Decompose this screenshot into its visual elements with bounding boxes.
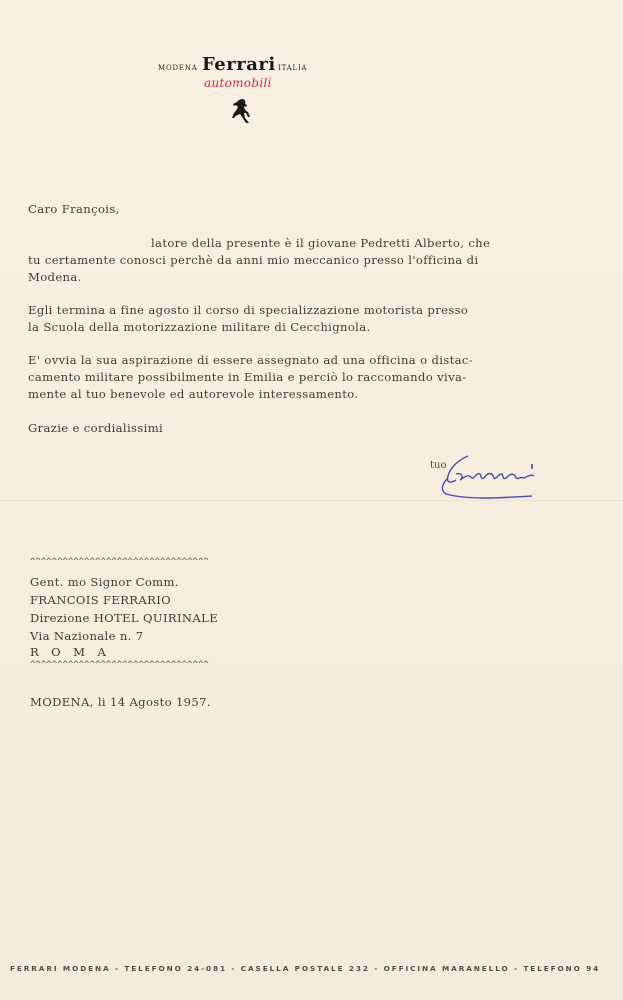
address-line-4: Via Nazionale n. 7	[30, 629, 144, 643]
paragraph-2-line-2: la Scuola della motorizzazione militare di Cecchignola.	[28, 320, 371, 334]
paragraph-3-line-1: E' ovvia la sua aspirazione di essere assegnato ad una officina o distac-	[28, 353, 473, 367]
letterhead-italia: ITALIA	[278, 64, 308, 72]
paragraph-1-line-2: tu certamente conosci perchè da anni mio meccanico presso l'officina di	[28, 253, 479, 267]
prancing-horse-icon	[230, 98, 252, 124]
signature-prefix: tuo	[430, 460, 447, 471]
letterhead-modena: MODENA	[158, 64, 198, 72]
paragraph-3-line-3: mente al tuo benevole ed autorevole interessamento.	[28, 387, 359, 401]
address-line-3: Direzione HOTEL QUIRINALE	[30, 611, 219, 625]
address-divider-top: ^^^^^^^^^^^^^^^^^^^^^^^^^^^^^^^^^	[30, 557, 209, 567]
paragraph-1-line-1: latore della presente è il giovane Pedretti Alberto, che	[151, 236, 491, 250]
letterhead-brand: Ferrari	[202, 54, 276, 75]
address-line-5: R O M A	[30, 645, 107, 659]
paragraph-3-line-2: camento militare possibilmente in Emilia e perciò lo raccomando viva-	[28, 370, 467, 384]
salutation: Caro François,	[28, 202, 120, 216]
letterhead-footer: FERRARI MODENA - TELEFONO 24-081 - CASELLA POSTALE 232 - OFFICINA MARANELLO - TELEFONO 94	[10, 964, 601, 973]
signature	[428, 450, 548, 506]
letterhead	[150, 56, 340, 136]
address-line-1: Gent. mo Signor Comm.	[30, 575, 179, 589]
address-divider-bottom: ^^^^^^^^^^^^^^^^^^^^^^^^^^^^^^^^^	[30, 660, 209, 670]
paragraph-2-line-1: Egli termina a fine agosto il corso di specializzazione motorista presso	[28, 303, 469, 317]
closing: Grazie e cordialissimi	[28, 421, 164, 435]
date-line: MODENA, li 14 Agosto 1957.	[30, 695, 211, 709]
letterhead-tagline: automobili	[204, 76, 272, 90]
paragraph-1-line-3: Modena.	[28, 270, 82, 284]
address-line-2: FRANCOIS FERRARIO	[30, 593, 171, 607]
